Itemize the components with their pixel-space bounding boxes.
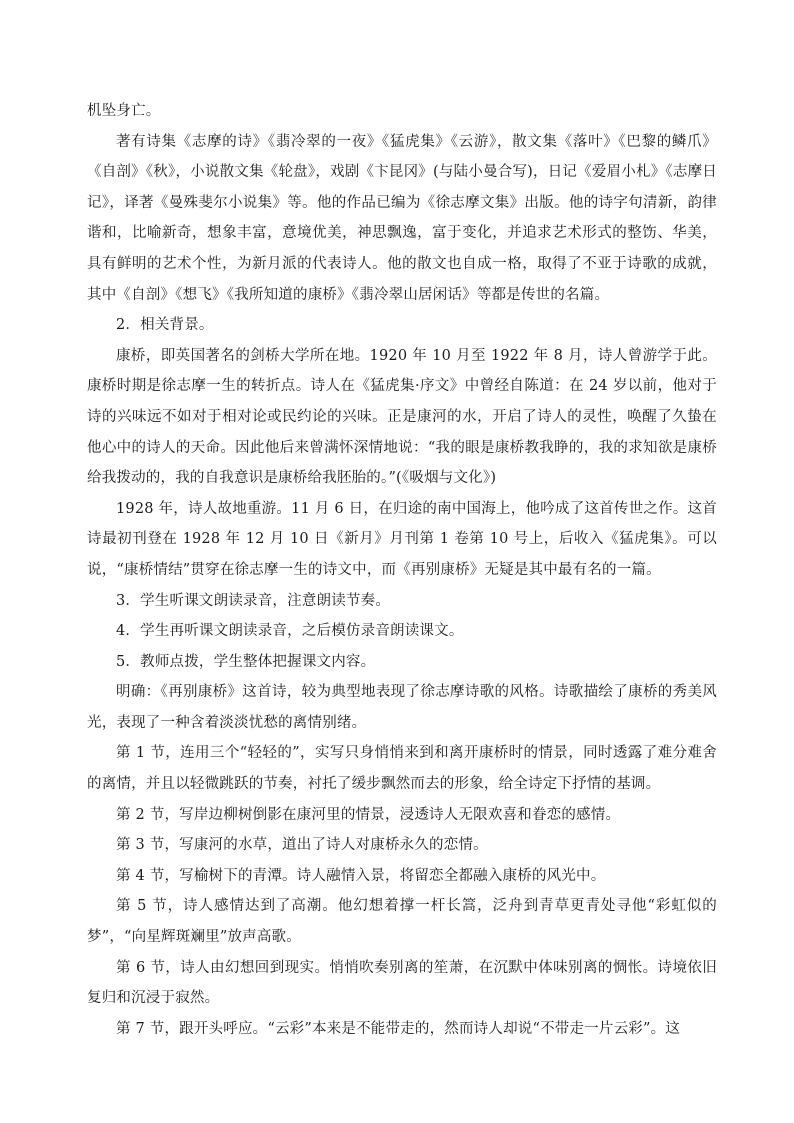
stanza-4-note: 第 4 节，写榆树下的青潭。诗人融情入景，将留恋全都融入康桥的风光中。 [116,867,606,884]
section-heading-background: 2．相关背景。 [116,317,214,334]
paragraph-continuation: 机坠身亡。 [87,103,161,119]
stanza-1-note: 第 1 节，连用三个“轻轻的”，实写只身悄悄来到和离开康桥时的情景，同时透露了难分难舍的离情，并且以轻微跳跃的节奏，衬托了缓步飘然而去的形象，给全诗定下抒情的基调。 [87,745,717,793]
paragraph-cambridge: 康桥，即英国著名的剑桥大学所在地。1920 年 10 月至 1922 年 8 月，诗人曾游学于此。康桥时期是徐志摩一生的转折点。诗人在《猛虎集·序文》中曾经自陈道：在 24 岁以前，他对于诗的兴味远不如对于相对论或民约论的兴味。正是康河的水，开启了诗人的灵性，唤醒了久蛰在他心中的诗人的天命。因此他后来曾满怀深情地说：“我的眼是康桥教我睁的，我的求知欲是康桥给我拨动的，我的自我意识是康桥给我胚胎的。”(《吸烟与文化》) [87,347,717,487]
step-4: 4．学生再听课文朗读录音，之后模仿录音朗读课文。 [116,623,464,640]
stanza-7-note: 第 7 节，跟开头呼应。“云彩”本来是不能带走的，然而诗人却说“不带走一片云彩”。这 [116,1020,680,1037]
paragraph-clarification: 明确：《再别康桥》这首诗，较为典型地表现了徐志摩诗歌的风格。诗歌描绘了康桥的秀美风光，表现了一种含着淡淡忧愁的离情别绪。 [87,684,717,731]
paragraph-works: 著有诗集《志摩的诗》《翡冷翠的一夜》《猛虎集》《云游》，散文集《落叶》《巴黎的鳞爪》《自剖》《秋》，小说散文集《轮盘》，戏剧《卞昆冈》(与陆小曼合写)，日记《爱眉小札》《志摩日记》，译著《曼殊斐尔小说集》等。他的作品已编为《徐志摩文集》出版。他的诗字句清新，韵律谐和，比喻新奇，想象丰富，意境优美，神思飘逸，富于变化，并追求艺术形式的整饬、华美，具有鲜明的艺术个性，为新月派的代表诗人。他的散文也自成一格，取得了不亚于诗歌的成就，其中《自剖》《想飞》《我所知道的康桥》《翡冷翠山居闲话》等都是传世的名篇。 [87,133,717,303]
stanza-5-note: 第 5 节，诗人感情达到了高潮。他幻想着撑一杆长篙，泛舟到青草更青处寻他“彩虹似的梦”，“向星辉斑斓里”放声高歌。 [87,898,717,946]
stanza-3-note: 第 3 节，写康河的水草，道出了诗人对康桥永久的恋情。 [116,837,488,854]
step-5: 5．教师点拨，学生整体把握课文内容。 [116,653,376,670]
step-3: 3．学生听课文朗读录音，注意朗读节奏。 [116,592,391,609]
paragraph-1928: 1928 年，诗人故地重游。11 月 6 日，在归途的南中国海上，他吟成了这首传世之作。这首诗最初刊登在 1928 年 12 月 10 日《新月》月刊第 1 卷第 10 号上，后收入《猛虎集》。可以说，“康桥情结”贯穿在徐志摩一生的诗文中，而《再别康桥》无疑是其中最有名的一篇。 [87,500,717,578]
stanza-6-note: 第 6 节，诗人由幻想回到现实。悄悄吹奏别离的笙萧，在沉默中体味别离的惆怅。诗境依旧复归和沉浸于寂然。 [87,959,717,1007]
stanza-2-note: 第 2 节，写岸边柳树倒影在康河里的情景，浸透诗人无限欢喜和眷恋的感情。 [116,806,621,823]
document-body [87,96,717,1044]
